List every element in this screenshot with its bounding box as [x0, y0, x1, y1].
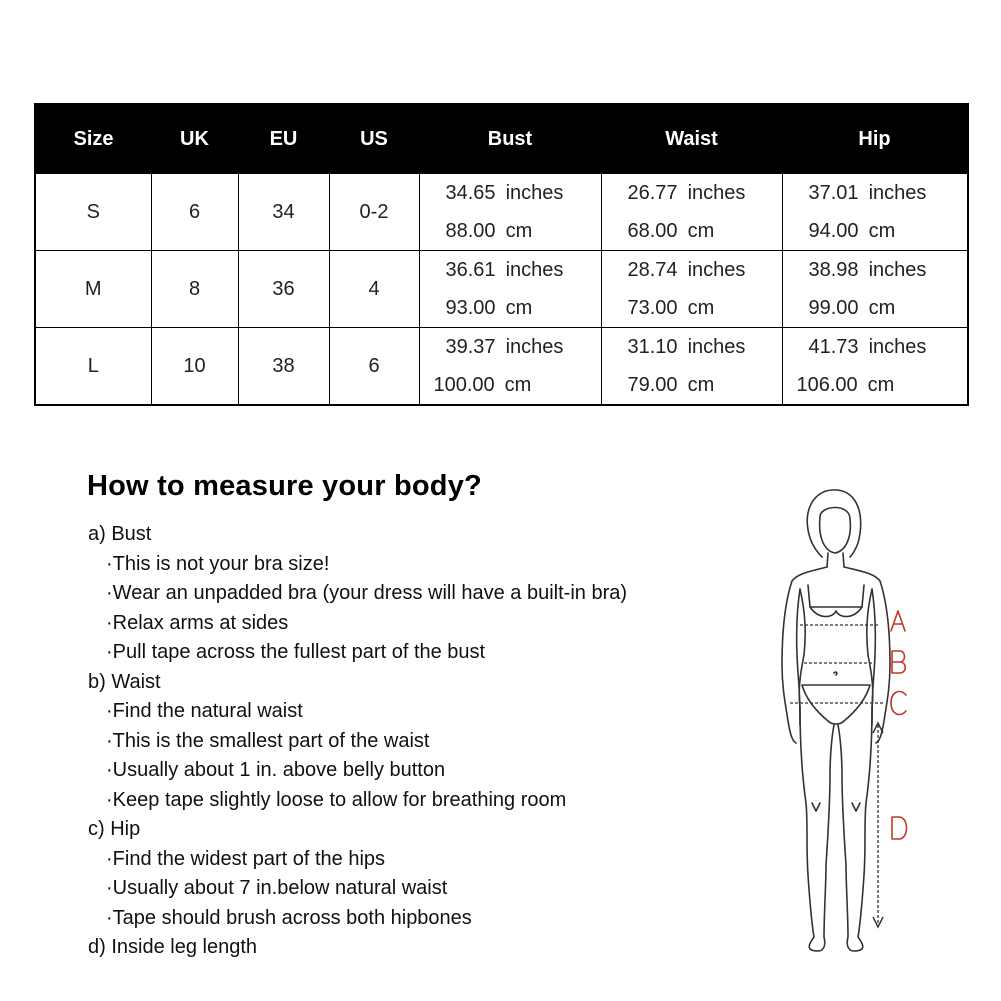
waist-inches: 28.74 [627, 259, 678, 281]
unit-cm: cm [505, 297, 533, 319]
guide-tip: · Find the natural waist [88, 697, 627, 727]
table-row [35, 174, 968, 251]
guide-tip: · Usually about 7 in.below natural waist [88, 874, 627, 904]
left-leg-outline [800, 707, 834, 951]
unit-cm: cm [868, 297, 896, 319]
guide-title: How to measure your body? [87, 470, 482, 502]
unit-inches: inches [687, 259, 746, 281]
marker-b-glyph [892, 651, 905, 673]
unit-inches: inches [687, 182, 746, 204]
unit-inches: inches [505, 182, 564, 204]
header-us: US [329, 104, 419, 174]
guide-tip: · Usually about 1 in. above belly button [88, 756, 627, 786]
header-eu: EU [238, 104, 329, 174]
face-outline [820, 508, 851, 554]
unit-cm: cm [867, 374, 895, 396]
hip-cm: 94.00 [808, 220, 859, 242]
hip-cell [782, 328, 968, 406]
size-cell: M [35, 251, 151, 328]
us-cell: 0-2 [329, 174, 419, 251]
waist-cell [601, 174, 782, 251]
hip-inches: 37.01 [808, 182, 859, 204]
guide-tip: · Tape should brush across both hipbones [88, 904, 627, 934]
waist-cm: 73.00 [627, 297, 678, 319]
measurement-guide-list [88, 520, 627, 963]
table-row [35, 328, 968, 406]
waist-inches: 26.77 [627, 182, 678, 204]
guide-section-waist: b) Waist [88, 670, 161, 693]
unit-inches: inches [868, 182, 927, 204]
guide-tip: · Wear an unpadded bra (your dress will have a built-in bra) [88, 579, 627, 609]
hip-cm: 106.00 [796, 374, 858, 396]
eu-cell: 36 [238, 251, 329, 328]
waist-cell [601, 251, 782, 328]
unit-inches: inches [505, 259, 564, 281]
bust-inches: 39.37 [445, 336, 496, 358]
unit-inches: inches [868, 336, 927, 358]
guide-section-inside-leg: d) Inside leg length [88, 936, 258, 958]
hip-inches: 41.73 [808, 336, 859, 358]
size-cell: L [35, 328, 151, 406]
unit-inches: inches [868, 259, 927, 281]
us-cell: 6 [329, 328, 419, 406]
unit-inches: inches [505, 336, 564, 358]
guide-tip: · This is not your bra size! [88, 550, 627, 580]
us-cell: 4 [329, 251, 419, 328]
unit-cm: cm [504, 374, 532, 396]
guide-tip: · Keep tape slightly loose to allow for breathing room [88, 786, 627, 816]
hip-cm: 99.00 [808, 297, 859, 319]
waist-cm: 68.00 [627, 220, 678, 242]
header-bust: Bust [419, 104, 601, 174]
header-size: Size [35, 104, 151, 174]
size-chart-header-row [35, 104, 968, 174]
uk-cell: 6 [151, 174, 238, 251]
hip-inches: 38.98 [808, 259, 859, 281]
size-chart-table [34, 103, 969, 406]
body-measurement-figure [760, 485, 960, 965]
table-row [35, 251, 968, 328]
bra-outline [808, 585, 864, 617]
bust-cm: 93.00 [445, 297, 496, 319]
hip-cell [782, 251, 968, 328]
guide-tip: · Relax arms at sides [88, 609, 627, 639]
guide-section-bust: a) Bust [88, 523, 152, 545]
bust-cm: 100.00 [433, 374, 495, 396]
marker-c-glyph [891, 692, 906, 715]
waist-cell [601, 328, 782, 406]
header-uk: UK [151, 104, 238, 174]
right-leg-outline [838, 707, 872, 951]
bust-cell [419, 328, 601, 406]
unit-inches: inches [687, 336, 746, 358]
guide-tip: · Pull tape across the fullest part of the bust [88, 638, 627, 668]
header-hip: Hip [782, 104, 968, 174]
marker-d-glyph [892, 817, 907, 839]
guide-tip: · This is the smallest part of the waist [88, 727, 627, 757]
unit-cm: cm [868, 220, 896, 242]
guide-section-hip: c) Hip [88, 818, 141, 840]
bust-inches: 36.61 [445, 259, 496, 281]
unit-cm: cm [505, 220, 533, 242]
hair-outline [807, 490, 861, 557]
hip-cell [782, 174, 968, 251]
uk-cell: 8 [151, 251, 238, 328]
right-arm-outline [844, 567, 890, 743]
bust-cell [419, 174, 601, 251]
header-waist: Waist [601, 104, 782, 174]
marker-a-glyph [891, 611, 905, 631]
eu-cell: 38 [238, 328, 329, 406]
bust-inches: 34.65 [445, 182, 496, 204]
unit-cm: cm [687, 297, 715, 319]
waist-inches: 31.10 [627, 336, 678, 358]
bust-cm: 88.00 [445, 220, 496, 242]
guide-tip: · Find the widest part of the hips [88, 845, 627, 875]
unit-cm: cm [687, 220, 715, 242]
eu-cell: 34 [238, 174, 329, 251]
size-cell: S [35, 174, 151, 251]
bust-cell [419, 251, 601, 328]
uk-cell: 10 [151, 328, 238, 406]
waist-cm: 79.00 [627, 374, 678, 396]
unit-cm: cm [687, 374, 715, 396]
bikini-outline [802, 685, 870, 724]
